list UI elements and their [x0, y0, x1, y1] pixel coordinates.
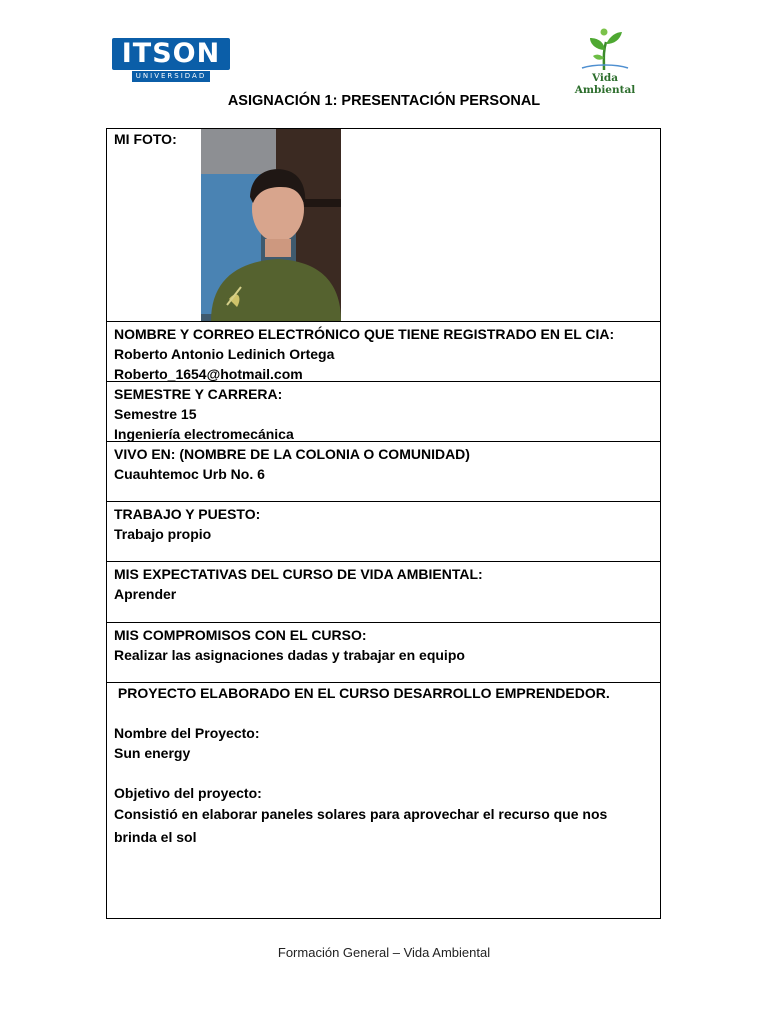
page-footer: Formación General – Vida Ambiental [277, 945, 491, 960]
name-email-label: NOMBRE Y CORREO ELECTRÓNICO QUE TIENE REGISTRADO EN EL CIA: [114, 326, 615, 342]
project-name-label: Nombre del Proyecto: [114, 725, 260, 741]
commitments-row [107, 623, 660, 683]
project-row [107, 683, 660, 918]
job-row [107, 502, 660, 562]
vida-ambiental-logo-text: Vida Ambiental [574, 72, 636, 96]
expectations-value: Aprender [114, 586, 177, 602]
photo-row [107, 129, 660, 322]
student-photo-image [201, 129, 341, 321]
commitments-label: MIS COMPROMISOS CON EL CURSO: [114, 627, 367, 643]
page-title: ASIGNACIÓN 1: PRESENTACIÓN PERSONAL [227, 93, 541, 109]
presentation-form [106, 128, 661, 919]
name-email-row [107, 322, 660, 382]
job-value: Trabajo propio [114, 526, 212, 542]
sprout-icon [560, 28, 650, 72]
project-name-value: Sun energy [114, 745, 191, 761]
residence-label: VIVO EN: (NOMBRE DE LA COLONIA O COMUNIDAD) [114, 446, 470, 462]
vida-ambiental-logo [560, 28, 650, 96]
residence-row [107, 442, 660, 502]
semester-value: Semestre 15 [114, 406, 197, 422]
project-objective-label: Objetivo del proyecto: [114, 785, 262, 801]
itson-logo [112, 38, 230, 82]
project-objective-value: Consistió en elaborar paneles solares para aprovechar el recurso que nos brinda el sol [114, 806, 608, 845]
expectations-row [107, 562, 660, 623]
student-name: Roberto Antonio Ledinich Ortega [114, 346, 335, 362]
commitments-value: Realizar las asignaciones dadas y trabajar en equipo [114, 647, 465, 663]
semester-career-row [107, 382, 660, 442]
student-photo [201, 129, 341, 321]
residence-value: Cuauhtemoc Urb No. 6 [114, 466, 265, 482]
semester-career-label: SEMESTRE Y CARRERA: [114, 386, 283, 402]
job-label: TRABAJO Y PUESTO: [114, 506, 261, 522]
project-label: PROYECTO ELABORADO EN EL CURSO DESARROLLO EMPRENDEDOR. [114, 685, 610, 701]
career-value: Ingeniería electromecánica [114, 426, 294, 442]
student-email: Roberto_1654@hotmail.com [114, 366, 303, 382]
itson-logo-subtext: UNIVERSIDAD [132, 71, 210, 82]
expectations-label: MIS EXPECTATIVAS DEL CURSO DE VIDA AMBIENTAL: [114, 566, 483, 582]
itson-logo-text: ITSON [121, 38, 221, 69]
photo-label: MI FOTO: [114, 131, 177, 147]
